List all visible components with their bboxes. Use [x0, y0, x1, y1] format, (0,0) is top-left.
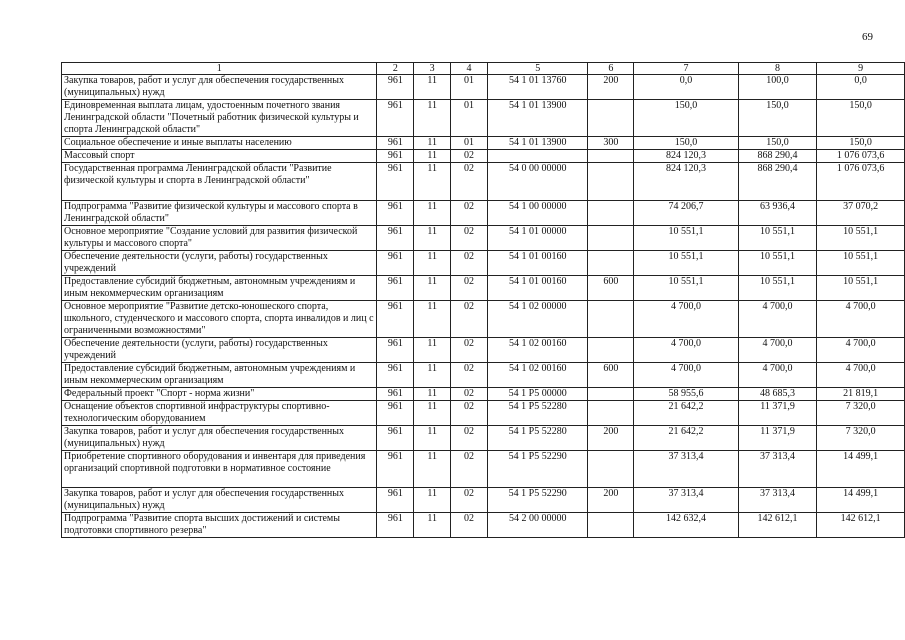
amount-year3-cell: 21 819,1	[817, 388, 905, 401]
podrazdel-cell: 02	[451, 226, 488, 251]
podrazdel-cell: 02	[451, 276, 488, 301]
row-name-cell: Подпрограмма "Развитие спорта высших достижений и системы подготовки спортивного резерва"	[62, 513, 377, 538]
table-row	[62, 301, 905, 338]
row-name-cell: Основное мероприятие "Развитие детско-юношеского спорта, школьного, студенческого и массового спорта, спорта инвалидов и лиц с ограниченными возможностями"	[62, 301, 377, 338]
razdel-cell: 11	[414, 137, 451, 150]
glava-cell: 961	[377, 251, 414, 276]
razdel-cell: 11	[414, 488, 451, 513]
razdel-cell: 11	[414, 426, 451, 451]
glava-cell: 961	[377, 150, 414, 163]
row-name-cell: Массовый спорт	[62, 150, 377, 163]
expense-type-cell	[588, 513, 634, 538]
target-article-cell: 54 1 P5 52290	[487, 488, 588, 513]
glava-cell: 961	[377, 75, 414, 100]
expense-type-cell: 200	[588, 488, 634, 513]
table-row	[62, 276, 905, 301]
amount-year3-cell: 0,0	[817, 75, 905, 100]
razdel-cell: 11	[414, 100, 451, 137]
glava-cell: 961	[377, 226, 414, 251]
table-row	[62, 137, 905, 150]
expense-type-cell: 200	[588, 75, 634, 100]
target-article-cell: 54 2 00 00000	[487, 513, 588, 538]
amount-year2-cell: 10 551,1	[738, 226, 817, 251]
target-article-cell: 54 1 P5 52290	[487, 451, 588, 488]
razdel-cell: 11	[414, 513, 451, 538]
expense-type-cell: 600	[588, 276, 634, 301]
amount-year1-cell: 4 700,0	[634, 301, 738, 338]
target-article-cell	[487, 150, 588, 163]
table-row	[62, 513, 905, 538]
glava-cell: 961	[377, 451, 414, 488]
amount-year3-cell: 1 076 073,6	[817, 150, 905, 163]
expense-type-cell	[588, 226, 634, 251]
amount-year1-cell: 824 120,3	[634, 150, 738, 163]
table-row	[62, 488, 905, 513]
amount-year2-cell: 11 371,9	[738, 426, 817, 451]
podrazdel-cell: 01	[451, 100, 488, 137]
header-cell: 1	[62, 63, 377, 75]
podrazdel-cell: 02	[451, 451, 488, 488]
amount-year1-cell: 4 700,0	[634, 338, 738, 363]
podrazdel-cell: 01	[451, 75, 488, 100]
podrazdel-cell: 02	[451, 488, 488, 513]
table-row	[62, 163, 905, 201]
podrazdel-cell: 02	[451, 301, 488, 338]
amount-year2-cell: 4 700,0	[738, 338, 817, 363]
target-article-cell: 54 1 01 00000	[487, 226, 588, 251]
amount-year1-cell: 824 120,3	[634, 163, 738, 201]
row-name-cell: Обеспечение деятельности (услуги, работы) государственных учреждений	[62, 251, 377, 276]
amount-year1-cell: 10 551,1	[634, 276, 738, 301]
podrazdel-cell: 02	[451, 426, 488, 451]
expense-type-cell	[588, 451, 634, 488]
glava-cell: 961	[377, 388, 414, 401]
amount-year3-cell: 7 320,0	[817, 426, 905, 451]
expense-type-cell	[588, 201, 634, 226]
table-row	[62, 100, 905, 137]
amount-year1-cell: 142 632,4	[634, 513, 738, 538]
target-article-cell: 54 1 01 13900	[487, 100, 588, 137]
amount-year2-cell: 10 551,1	[738, 251, 817, 276]
razdel-cell: 11	[414, 451, 451, 488]
amount-year2-cell: 150,0	[738, 137, 817, 150]
expense-type-cell	[588, 388, 634, 401]
amount-year1-cell: 37 313,4	[634, 451, 738, 488]
budget-table	[61, 62, 905, 538]
amount-year3-cell: 10 551,1	[817, 276, 905, 301]
podrazdel-cell: 02	[451, 338, 488, 363]
table-row	[62, 150, 905, 163]
expense-type-cell	[588, 163, 634, 201]
amount-year2-cell: 142 612,1	[738, 513, 817, 538]
amount-year3-cell: 7 320,0	[817, 401, 905, 426]
expense-type-cell	[588, 301, 634, 338]
table-row	[62, 75, 905, 100]
row-name-cell: Государственная программа Ленинградской области "Развитие физической культуры и спорта в Ленинградской области"	[62, 163, 377, 201]
amount-year3-cell: 14 499,1	[817, 488, 905, 513]
header-cell: 4	[451, 63, 488, 75]
glava-cell: 961	[377, 100, 414, 137]
amount-year2-cell: 4 700,0	[738, 363, 817, 388]
table-row	[62, 388, 905, 401]
page-number: 69	[862, 31, 873, 43]
amount-year2-cell: 868 290,4	[738, 163, 817, 201]
glava-cell: 961	[377, 401, 414, 426]
expense-type-cell	[588, 100, 634, 137]
amount-year2-cell: 63 936,4	[738, 201, 817, 226]
amount-year2-cell: 48 685,3	[738, 388, 817, 401]
podrazdel-cell: 02	[451, 388, 488, 401]
table-row	[62, 338, 905, 363]
row-name-cell: Предоставление субсидий бюджетным, автономным учреждениям и иным некоммерческим организациям	[62, 276, 377, 301]
table-row	[62, 251, 905, 276]
razdel-cell: 11	[414, 338, 451, 363]
podrazdel-cell: 02	[451, 513, 488, 538]
razdel-cell: 11	[414, 163, 451, 201]
expense-type-cell: 300	[588, 137, 634, 150]
amount-year1-cell: 37 313,4	[634, 488, 738, 513]
target-article-cell: 54 1 02 00160	[487, 338, 588, 363]
row-name-cell: Закупка товаров, работ и услуг для обеспечения государственных (муниципальных) нужд	[62, 75, 377, 100]
amount-year1-cell: 150,0	[634, 137, 738, 150]
razdel-cell: 11	[414, 150, 451, 163]
amount-year2-cell: 868 290,4	[738, 150, 817, 163]
amount-year3-cell: 1 076 073,6	[817, 163, 905, 201]
expense-type-cell: 600	[588, 363, 634, 388]
glava-cell: 961	[377, 301, 414, 338]
glava-cell: 961	[377, 201, 414, 226]
table-row	[62, 363, 905, 388]
row-name-cell: Подпрограмма "Развитие физической культуры и массового спорта в Ленинградской области"	[62, 201, 377, 226]
amount-year1-cell: 74 206,7	[634, 201, 738, 226]
razdel-cell: 11	[414, 276, 451, 301]
target-article-cell: 54 1 02 00160	[487, 363, 588, 388]
amount-year1-cell: 150,0	[634, 100, 738, 137]
amount-year1-cell: 4 700,0	[634, 363, 738, 388]
table-row	[62, 226, 905, 251]
amount-year3-cell: 150,0	[817, 100, 905, 137]
row-name-cell: Единовременная выплата лицам, удостоенным почетного звания Ленинградской области "Почетный работник физической культуры и спорта Ленинградской области"	[62, 100, 377, 137]
expense-type-cell	[588, 150, 634, 163]
podrazdel-cell: 02	[451, 201, 488, 226]
amount-year3-cell: 4 700,0	[817, 338, 905, 363]
amount-year2-cell: 100,0	[738, 75, 817, 100]
header-cell: 5	[487, 63, 588, 75]
amount-year1-cell: 10 551,1	[634, 251, 738, 276]
podrazdel-cell: 02	[451, 401, 488, 426]
target-article-cell: 54 1 01 00160	[487, 276, 588, 301]
header-cell: 9	[817, 63, 905, 75]
amount-year3-cell: 10 551,1	[817, 226, 905, 251]
table-row	[62, 426, 905, 451]
amount-year3-cell: 4 700,0	[817, 301, 905, 338]
glava-cell: 961	[377, 426, 414, 451]
table-header-row	[62, 63, 905, 75]
target-article-cell: 54 1 P5 52280	[487, 426, 588, 451]
glava-cell: 961	[377, 363, 414, 388]
amount-year2-cell: 11 371,9	[738, 401, 817, 426]
podrazdel-cell: 02	[451, 251, 488, 276]
table-row	[62, 201, 905, 226]
target-article-cell: 54 0 00 00000	[487, 163, 588, 201]
header-cell: 8	[738, 63, 817, 75]
row-name-cell: Основное мероприятие "Создание условий для развития физической культуры и массового спорта"	[62, 226, 377, 251]
podrazdel-cell: 01	[451, 137, 488, 150]
table-row	[62, 451, 905, 488]
razdel-cell: 11	[414, 388, 451, 401]
target-article-cell: 54 1 01 00160	[487, 251, 588, 276]
row-name-cell: Приобретение спортивного оборудования и инвентаря для приведения организаций спортивной подготовки в нормативное состояние	[62, 451, 377, 488]
glava-cell: 961	[377, 488, 414, 513]
row-name-cell: Закупка товаров, работ и услуг для обеспечения государственных (муниципальных) нужд	[62, 426, 377, 451]
razdel-cell: 11	[414, 201, 451, 226]
razdel-cell: 11	[414, 75, 451, 100]
header-cell: 3	[414, 63, 451, 75]
row-name-cell: Предоставление субсидий бюджетным, автономным учреждениям и иным некоммерческим организациям	[62, 363, 377, 388]
amount-year3-cell: 4 700,0	[817, 363, 905, 388]
amount-year1-cell: 0,0	[634, 75, 738, 100]
table-row	[62, 401, 905, 426]
glava-cell: 961	[377, 137, 414, 150]
target-article-cell: 54 1 P5 52280	[487, 401, 588, 426]
glava-cell: 961	[377, 276, 414, 301]
amount-year1-cell: 10 551,1	[634, 226, 738, 251]
glava-cell: 961	[377, 338, 414, 363]
header-cell: 2	[377, 63, 414, 75]
expense-type-cell	[588, 338, 634, 363]
razdel-cell: 11	[414, 226, 451, 251]
amount-year3-cell: 37 070,2	[817, 201, 905, 226]
razdel-cell: 11	[414, 363, 451, 388]
expense-type-cell	[588, 401, 634, 426]
amount-year2-cell: 37 313,4	[738, 488, 817, 513]
amount-year2-cell: 4 700,0	[738, 301, 817, 338]
header-cell: 6	[588, 63, 634, 75]
expense-type-cell	[588, 251, 634, 276]
amount-year3-cell: 14 499,1	[817, 451, 905, 488]
row-name-cell: Федеральный проект "Спорт - норма жизни"	[62, 388, 377, 401]
header-cell: 7	[634, 63, 738, 75]
podrazdel-cell: 02	[451, 363, 488, 388]
amount-year1-cell: 21 642,2	[634, 426, 738, 451]
razdel-cell: 11	[414, 251, 451, 276]
amount-year3-cell: 10 551,1	[817, 251, 905, 276]
row-name-cell: Социальное обеспечение и иные выплаты населению	[62, 137, 377, 150]
amount-year2-cell: 37 313,4	[738, 451, 817, 488]
row-name-cell: Обеспечение деятельности (услуги, работы) государственных учреждений	[62, 338, 377, 363]
expense-type-cell: 200	[588, 426, 634, 451]
amount-year2-cell: 10 551,1	[738, 276, 817, 301]
podrazdel-cell: 02	[451, 163, 488, 201]
glava-cell: 961	[377, 513, 414, 538]
amount-year3-cell: 142 612,1	[817, 513, 905, 538]
target-article-cell: 54 1 00 00000	[487, 201, 588, 226]
target-article-cell: 54 1 01 13900	[487, 137, 588, 150]
podrazdel-cell: 02	[451, 150, 488, 163]
amount-year1-cell: 21 642,2	[634, 401, 738, 426]
target-article-cell: 54 1 02 00000	[487, 301, 588, 338]
amount-year3-cell: 150,0	[817, 137, 905, 150]
row-name-cell: Закупка товаров, работ и услуг для обеспечения государственных (муниципальных) нужд	[62, 488, 377, 513]
target-article-cell: 54 1 01 13760	[487, 75, 588, 100]
row-name-cell: Оснащение объектов спортивной инфраструктуры спортивно-технологическим оборудованием	[62, 401, 377, 426]
amount-year2-cell: 150,0	[738, 100, 817, 137]
razdel-cell: 11	[414, 401, 451, 426]
glava-cell: 961	[377, 163, 414, 201]
amount-year1-cell: 58 955,6	[634, 388, 738, 401]
target-article-cell: 54 1 P5 00000	[487, 388, 588, 401]
razdel-cell: 11	[414, 301, 451, 338]
